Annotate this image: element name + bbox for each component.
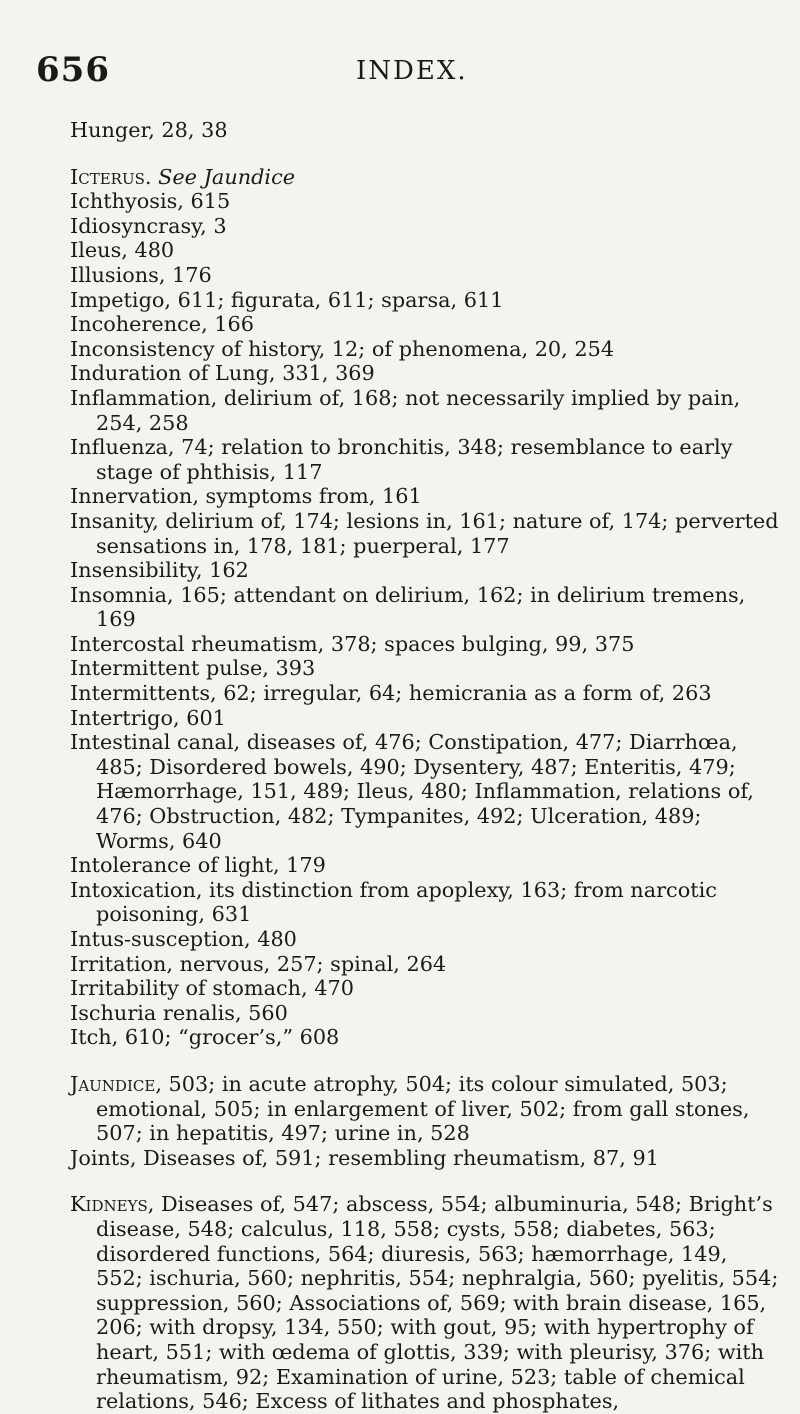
index-entry-intestinal-canal: Intestinal canal, diseases of, 476; Constipation, 477; Diarrhœa, 485; Disordered bowels, 490; Dysentery, 487; Enteritis, 479; Hæmorrhage, 151, 489; Ileus, 480; Inflammation, relations of, 476; Obstruction, 482; Tympanites, 492; Ulceration, 489; Worms, 640 [70,730,754,853]
index-entry-ileus: Ileus, 480 [70,238,175,263]
entry-body: 503; in acute atrophy, 504; its colour simulated, 503; emotional, 505; in enlargement of liver, 502; from gall stones, 507; in hepatitis, 497; urine in, 528 [96,1071,750,1146]
entry-headword: Icterus. [70,164,152,189]
index-entry-illusions: Illusions, 176 [70,262,212,287]
index-entry-intermittent-pulse: Intermittent pulse, 393 [70,656,316,681]
index-entries [70,118,780,1414]
index-entry-insanity: Insanity, delirium of, 174; lesions in, 161; nature of, 174; perverted sensations in, 178, 181; puerperal, 177 [70,508,779,558]
index-entry-ichthyosis: Ichthyosis, 615 [70,189,231,214]
entry-body: Diseases of, 547; abscess, 554; albuminuria, 548; Bright’s disease, 548; calculus, 118, 558; cysts, 558; diabetes, 563; disordered functions, 564; diuresis, 563; hæmorrhage, 149, 552; ischuria, 560; nephritis, 554; nephralgia, 560; pyelitis, 554; suppression, 560; Associations of, 569; with brain disease, 165, 206; with dropsy, 134, 550; with gout, 95; with hypertrophy of heart, 551; with œdema of glottis, 339; with pleurisy, 376; with rheumatism, 92; Examination of urine, 523; table of chemical relations, 546; Excess of lithates and phosphates, [96,1192,779,1414]
index-entry-itch: Itch, 610; “grocer’s,” 608 [70,1025,340,1050]
index-entry-insomnia: Insomnia, 165; attendant on delirium, 162; in delirium tremens, 169 [70,582,746,632]
index-entry-intoxication: Intoxication, its distinction from apoplexy, 163; from narcotic poisoning, 631 [70,877,717,927]
running-title: INDEX. [356,56,468,86]
index-entry-influenza: Influenza, 74; relation to bronchitis, 348; resemblance to early stage of phthisis, 117 [70,435,733,484]
index-entry-intermittents: Intermittents, 62; irregular, 64; hemicrania as a form of, 263 [70,681,712,706]
index-entry-idiosyncrasy: Idiosyncrasy, 3 [70,213,227,238]
index-entry-induration: Induration of Lung, 331, 369 [70,361,375,386]
entry-headword: Jaundice, [70,1071,162,1096]
index-entry-jaundice [70,1072,780,1146]
index-entry-inflammation: Inflammation, delirium of, 168; not necessarily implied by pain, 254, 258 [70,385,741,435]
index-entry-impetigo: Impetigo, 611; figurata, 611; sparsa, 611 [70,287,504,312]
index-entry-joints: Joints, Diseases of, 591; resembling rheumatism, 87, 91 [70,1145,659,1170]
index-entry-intercostal: Intercostal rheumatism, 378; spaces bulging, 99, 375 [70,631,635,656]
index-entry-irritation: Irritation, nervous, 257; spinal, 264 [70,951,447,976]
index-entry-hunger: Hunger, 28, 38 [70,118,228,142]
entry-headword: Kidneys, [70,1192,155,1217]
index-entry-ischuria: Ischuria renalis, 560 [70,1000,288,1025]
index-entry-intertrigo: Intertrigo, 601 [70,705,226,730]
index-entry-inconsistency: Inconsistency of history, 12; of phenomena, 20, 254 [70,336,615,361]
index-entry-insensibility: Insensibility, 162 [70,558,249,583]
page-number: 656 [36,50,110,90]
index-entry-intus-susception: Intus-susception, 480 [70,927,297,951]
index-entry-innervation: Innervation, symptoms from, 161 [70,484,422,509]
index-entry-kidneys [70,1192,780,1413]
index-entry-icterus [70,165,780,190]
cross-reference: See Jaundice [158,164,296,189]
index-entry-incoherence: Incoherence, 166 [70,312,254,337]
index-entry-intolerance: Intolerance of light, 179 [70,853,326,878]
index-entry-irritability: Irritability of stomach, 470 [70,976,354,1001]
